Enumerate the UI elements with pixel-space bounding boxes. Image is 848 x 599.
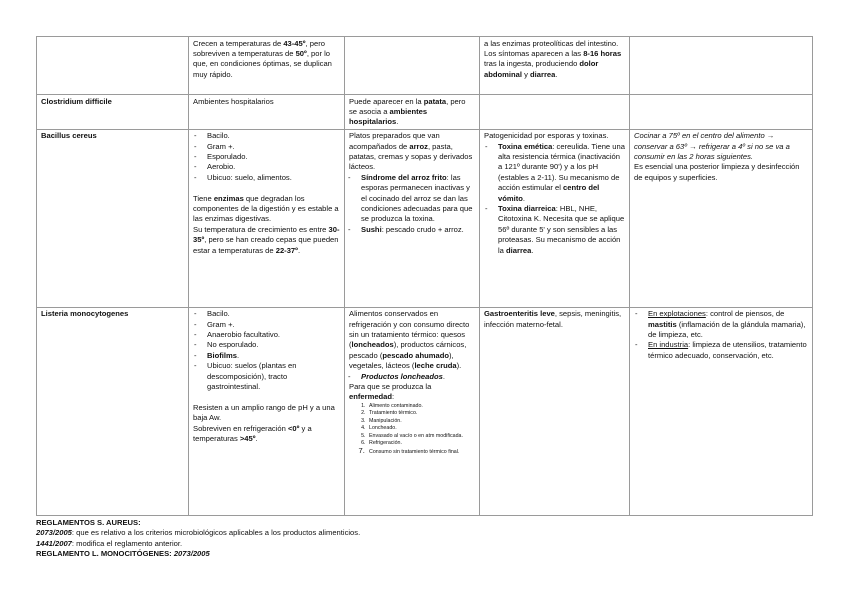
list-item: - Biofilms. bbox=[193, 351, 340, 361]
regulations-section bbox=[36, 518, 812, 559]
regulation-line: REGLAMENTO L. MONOCITÓGENES: 2073/2005 bbox=[36, 548, 210, 558]
list-item: 5. Envasado al vacío o en atm modificada. bbox=[367, 433, 475, 440]
list-item: 1. Alimento contaminado. bbox=[367, 403, 475, 410]
list-item: - Ubicuo: suelo, alimentos. bbox=[193, 173, 340, 183]
list-item: - Toxina diarreica: HBL, NHE, Citotoxina K. Necesita que se aplique 56º durante 5' y son sensibles a las proteasas. Su mecanismo de acción la diarrea. bbox=[484, 204, 625, 256]
table-row bbox=[37, 307, 813, 515]
list-item: - Bacilo. bbox=[193, 131, 340, 141]
list-item: 7. Consumo sin tratamiento térmico final. bbox=[367, 447, 475, 457]
foods-cell: Alimentos conservados en refrigeración y con consumo directo sin un tratamiento térmico: quesos (loncheados), productos cárnicos, pescado (pescado ahumado), vegetales, lácteos (leche cruda). - Productos loncheados. Para que se produzca la enfermedad: 1. Alimento contaminado. 2. Tratamiento térmico. 3. Manipulación. 4. Loncheado. 5. Envasado al vacío o en atm modificada. 6. Refrigeración. 7. Consumo sin tratamiento térmico final. bbox=[345, 307, 480, 515]
pathology-cell: Patogenicidad por esporas y toxinas. - Toxina emética: cereulida. Tiene una alta resistencia térmica (inactivación a 121º durante 90') y a los pH (estables a 2-11). Su mecanismo de acción estimular el centro del vómito. - Toxina diarreica: HBL, NHE, Citotoxina K. Necesita que se aplique 56º durante 5' y son sensibles a las proteasas. Su mecanismo de acción la diarrea. bbox=[480, 129, 630, 307]
characteristics-cell: - Bacilo. - Gram +. - Anaerobio facultativo. - No esporulado. - Biofilms. - Ubicuo: suelos (plantas en descomposición), tracto gastrointestinal. Resisten a un amplio rango de pH y a una baja Aw. Sobreviven en refrigeración <0º y a temperaturas >45º. bbox=[189, 307, 345, 515]
pathology-cell: Gastroenteritis leve, sepsis, meningitis, infección materno-fetal. bbox=[480, 307, 630, 515]
organism-cell: Listeria monocytogenes bbox=[37, 307, 189, 515]
list-item: - Gram +. bbox=[193, 142, 340, 152]
steps-list bbox=[349, 403, 475, 457]
characteristics-cell: Crecen a temperaturas de 43-45º, pero sobreviven a temperaturas de 50º, por lo que, en condiciones óptimas, se duplican muy rápido. bbox=[189, 37, 345, 95]
list-item: 6. Refrigeración. bbox=[367, 440, 475, 447]
foods-cell: Platos preparados que van acompañados de arroz, pasta, patatas, cremas y sopas y derivados lácteos. - Síndrome del arroz frito: las esporas permanecen inactivas y el cocinado del arroz se dan las condiciones adecuadas para que se produzca la toxina. - Sushi: pescado crudo + arroz. bbox=[345, 129, 480, 307]
prevention-list bbox=[634, 309, 808, 361]
regulations-title: REGLAMENTOS S. AUREUS: bbox=[36, 518, 141, 527]
pathogens-table bbox=[36, 36, 813, 516]
prevention-cell bbox=[630, 95, 813, 130]
toxins-list bbox=[484, 142, 625, 256]
foods-cell: Puede aparecer en la patata, pero se asocia a ambientes hospitalarios. bbox=[345, 95, 480, 130]
prevention-cell bbox=[630, 307, 813, 515]
list-item: - No esporulado. bbox=[193, 340, 340, 350]
characteristics-cell: Ambientes hospitalarios bbox=[189, 95, 345, 130]
list-item: - Síndrome del arroz frito: las esporas permanecen inactivas y el cocinado del arroz se dan las condiciones adecuadas para que se produzca la toxina. bbox=[347, 173, 475, 225]
list-item: - Esporulado. bbox=[193, 152, 340, 162]
list-item: - Toxina emética: cereulida. Tiene una alta resistencia térmica (inactivación a 121º durante 90') y a los pH (estables a 2-11). Su mecanismo de acción estimular el centro del vómito. bbox=[484, 142, 625, 204]
pathology-cell bbox=[480, 95, 630, 130]
foods-list bbox=[349, 372, 475, 382]
list-item: - En explotaciones: control de piensos, de mastitis (inflamación de la glándula mamaria), de limpieza, etc. bbox=[634, 309, 808, 340]
prevention-cell: Cocinar a 75º en el centro del alimento → conservar a 63º → refrigerar a 4º si no se va a consumir en las 2 horas siguientes. Es esencial una posterior limpieza y desinfección de equipos y superficies. bbox=[630, 129, 813, 307]
organism-cell bbox=[37, 37, 189, 95]
list-item: - Ubicuo: suelos (plantas en descomposición), tracto gastrointestinal. bbox=[193, 361, 340, 392]
list-item: - En industria: limpieza de utensilios, tratamiento térmico adecuado, conservación, etc. bbox=[634, 340, 808, 361]
list-item: - Aerobio. bbox=[193, 162, 340, 172]
foods-list bbox=[349, 173, 475, 235]
list-item: - Gram +. bbox=[193, 320, 340, 330]
list-item: 3. Manipulación. bbox=[367, 418, 475, 425]
table-row bbox=[37, 95, 813, 130]
table-row bbox=[37, 129, 813, 307]
organism-cell: Clostridium difficile bbox=[37, 95, 189, 130]
table-row bbox=[37, 37, 813, 95]
list-item: - Sushi: pescado crudo + arroz. bbox=[347, 225, 475, 235]
list-item: - Anaerobio facultativo. bbox=[193, 330, 340, 340]
characteristics-list bbox=[193, 309, 340, 392]
regulation-line: 2073/2005: que es relativo a los criterios microbiológicos aplicables a los productos alimenticios. bbox=[36, 528, 361, 538]
foods-cell bbox=[345, 37, 480, 95]
pathology-cell: a las enzimas proteolíticas del intestino. Los síntomas aparecen a las 8-16 horas tras la ingesta, produciendo dolor abdominal y diarrea. bbox=[480, 37, 630, 95]
list-item: - Bacilo. bbox=[193, 309, 340, 319]
list-item: 2. Tratamiento térmico. bbox=[367, 410, 475, 417]
list-item: - Productos loncheados. bbox=[347, 372, 475, 382]
characteristics-cell: - Bacilo. - Gram +. - Esporulado. - Aerobio. - Ubicuo: suelo, alimentos. Tiene enzimas que degradan los componentes de la digestión y es estable a las enzimas digestivas. Su temperatura de crecimiento es entre 30-35º, pero se han creado cepas que pueden estar a temperaturas de 22-37º. bbox=[189, 129, 345, 307]
list-item: 4. Loncheado. bbox=[367, 425, 475, 432]
prevention-cell bbox=[630, 37, 813, 95]
regulation-line: 1441/2007: modifica el reglamento anterior. bbox=[36, 538, 183, 548]
organism-cell: Bacillus cereus bbox=[37, 129, 189, 307]
characteristics-list bbox=[193, 131, 340, 183]
